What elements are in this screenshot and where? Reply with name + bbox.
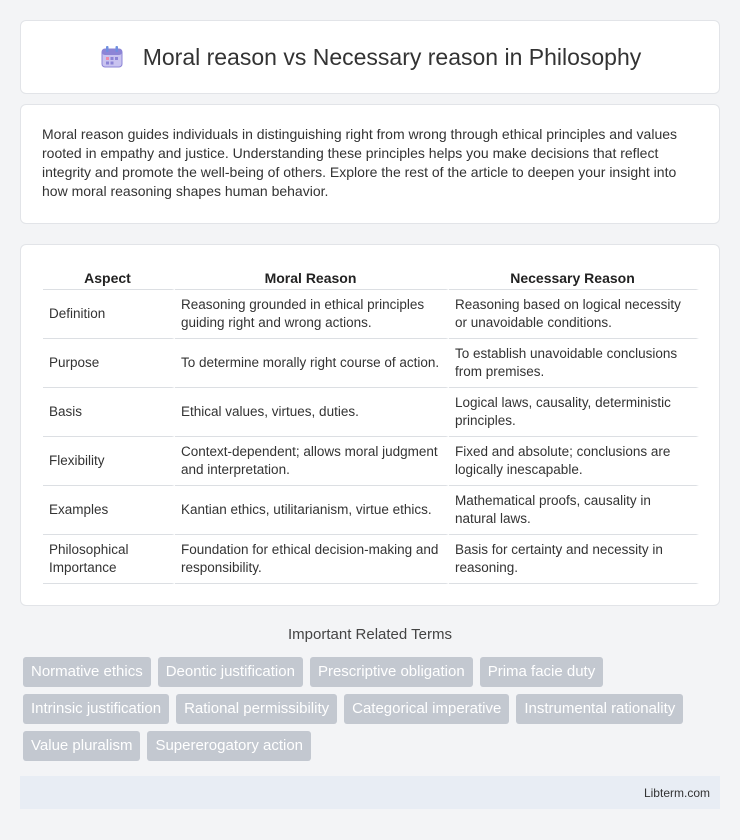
cell-aspect: Philosophical Importance	[43, 535, 175, 584]
cell-necessary: Mathematical proofs, causality in natural laws.	[449, 486, 699, 535]
term-tag[interactable]: Instrumental rationality	[516, 694, 683, 724]
cell-moral: Reasoning grounded in ethical principles guiding right and wrong actions.	[175, 290, 449, 339]
table-row	[43, 437, 699, 486]
cell-aspect: Flexibility	[43, 437, 175, 486]
table-row	[43, 535, 699, 584]
term-tag[interactable]: Normative ethics	[23, 657, 151, 687]
cell-aspect: Examples	[43, 486, 175, 535]
intro-text: Moral reason guides individuals in distinguishing right from wrong through ethical principles and values rooted in empathy and justice. Understanding these principles helps you make decisions that reflect integrity and promote the well-being of others. Explore the rest of the article to deepen your insight into how moral reasoning shapes human behavior.	[42, 126, 678, 199]
term-tag[interactable]: Value pluralism	[23, 731, 140, 761]
cell-moral: Ethical values, virtues, duties.	[175, 388, 449, 437]
cell-moral: Context-dependent; allows moral judgment and interpretation.	[175, 437, 449, 486]
cell-aspect: Definition	[43, 290, 175, 339]
calendar-icon	[99, 44, 125, 70]
intro-card	[20, 104, 720, 224]
table-row	[43, 388, 699, 437]
term-tag[interactable]: Supererogatory action	[147, 731, 311, 761]
comparison-table-card	[20, 244, 720, 606]
cell-moral: To determine morally right course of action.	[175, 339, 449, 388]
footer-site-link[interactable]: Libterm.com	[643, 785, 710, 800]
header-card	[20, 20, 720, 94]
comparison-table	[43, 265, 699, 584]
title-wrap	[99, 44, 642, 71]
term-tag[interactable]: Deontic justification	[158, 657, 303, 687]
table-header-row	[43, 265, 699, 290]
header-aspect: Aspect	[43, 265, 175, 290]
related-terms-list	[23, 657, 723, 761]
term-tag[interactable]: Prescriptive obligation	[310, 657, 473, 687]
term-tag[interactable]: Prima facie duty	[480, 657, 604, 687]
footer	[20, 776, 720, 809]
term-tag[interactable]: Rational permissibility	[176, 694, 337, 724]
related-terms-title: Important Related Terms	[288, 626, 452, 643]
table-row	[43, 339, 699, 388]
cell-necessary: Logical laws, causality, deterministic principles.	[449, 388, 699, 437]
page-title: Moral reason vs Necessary reason in Philosophy	[142, 43, 642, 70]
cell-aspect: Purpose	[43, 339, 175, 388]
term-tag[interactable]: Intrinsic justification	[23, 694, 169, 724]
header-moral-reason: Moral Reason	[175, 265, 449, 290]
term-tag[interactable]: Categorical imperative	[344, 694, 509, 724]
table-row	[43, 290, 699, 339]
cell-necessary: Reasoning based on logical necessity or unavoidable conditions.	[449, 290, 699, 339]
cell-necessary: Basis for certainty and necessity in reasoning.	[449, 535, 699, 584]
header-necessary-reason: Necessary Reason	[449, 265, 699, 290]
cell-necessary: To establish unavoidable conclusions from premises.	[449, 339, 699, 388]
cell-moral: Foundation for ethical decision-making and responsibility.	[175, 535, 449, 584]
table-row	[43, 486, 699, 535]
cell-necessary: Fixed and absolute; conclusions are logically inescapable.	[449, 437, 699, 486]
cell-moral: Kantian ethics, utilitarianism, virtue ethics.	[175, 486, 449, 535]
cell-aspect: Basis	[43, 388, 175, 437]
